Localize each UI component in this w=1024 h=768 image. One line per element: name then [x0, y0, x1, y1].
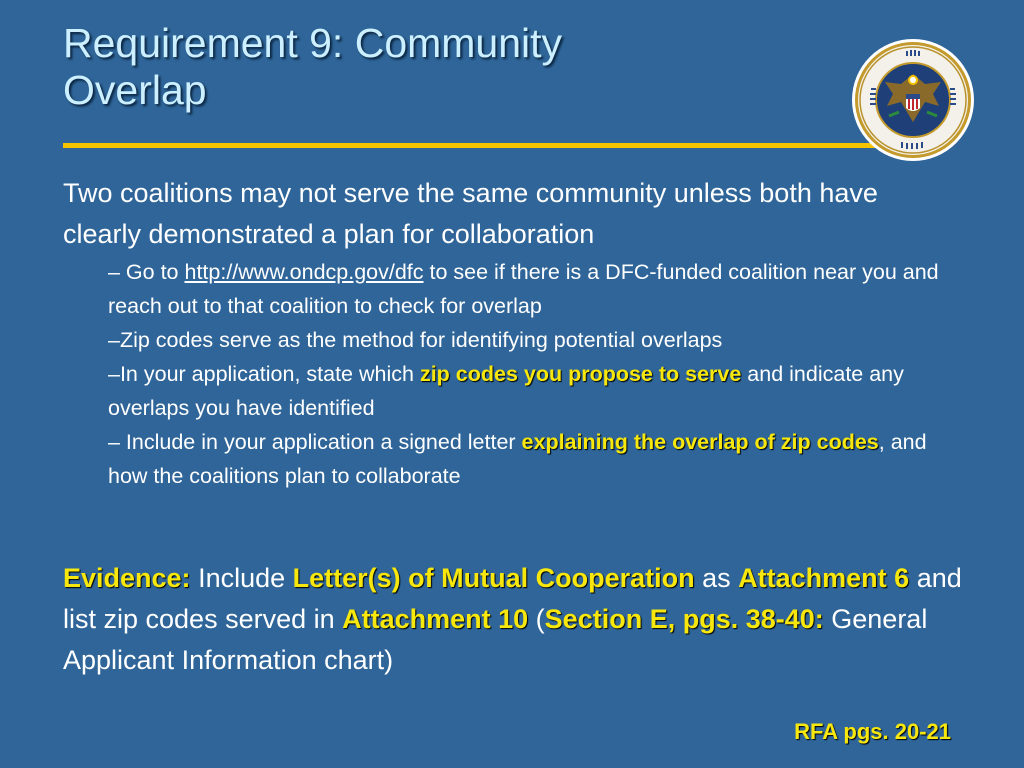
evidence-label: Evidence: — [63, 563, 191, 593]
bullet-3-prefix: –In your application, state which — [108, 362, 420, 386]
evidence-text-2: as — [694, 563, 739, 593]
intro-paragraph: Two coalitions may not serve the same community unless both have clearly demonstrated a plan for collaboration — [63, 178, 878, 249]
evidence-text-1: Include — [190, 563, 293, 593]
slide-title-line-2: Overlap — [63, 67, 207, 113]
title-underline-rule — [63, 143, 878, 148]
slide-title — [63, 20, 823, 114]
bullet-2-text: –Zip codes serve as the method for identifying potential overlaps — [108, 328, 723, 352]
evidence-highlight-attachment-6: Attachment 6 — [738, 563, 910, 593]
bullet-signed-letter — [108, 425, 968, 493]
bullet-3-suffix: and indicate any overlaps you have identified — [108, 362, 904, 420]
bullet-1-suffix: to see if there is a DFC-funded coalition near you and reach out to that coalition to check for overlap — [108, 260, 939, 318]
bullet-1-prefix: – Go to — [108, 260, 185, 284]
slide-title-line-1: Requirement 9: Community — [63, 20, 563, 66]
bullet-3-highlight: zip codes you propose to serve — [419, 362, 742, 386]
evidence-text-3: and list zip codes served in — [63, 563, 962, 634]
evidence-highlight-section-e: Section E, pgs. 38-40: — [544, 604, 824, 634]
requirement-bullet-list — [108, 255, 968, 493]
evidence-paragraph — [63, 558, 963, 681]
bullet-zip-codes-method — [108, 323, 968, 357]
evidence-text-4: ( — [528, 604, 545, 634]
bullet-4-highlight: explaining the overlap of zip codes — [521, 430, 879, 454]
evidence-highlight-attachment-10: Attachment 10 — [342, 604, 529, 634]
bullet-state-zip-codes — [108, 357, 968, 425]
ondcp-dfc-link[interactable]: http://www.ondcp.gov/dfc — [184, 260, 424, 284]
bullet-check-website — [108, 255, 968, 323]
slide-body — [63, 173, 963, 493]
presidential-seal-icon — [851, 38, 975, 162]
evidence-block — [63, 558, 963, 681]
bullet-4-suffix: , and how the coalitions plan to collaborate — [108, 430, 927, 488]
evidence-highlight-letters: Letter(s) of Mutual Cooperation — [292, 563, 695, 593]
rfa-page-reference: RFA pgs. 20-21 — [794, 719, 951, 744]
evidence-text-5: General Applicant Information chart) — [63, 604, 928, 675]
bullet-4-prefix: – Include in your application a signed letter — [108, 430, 522, 454]
